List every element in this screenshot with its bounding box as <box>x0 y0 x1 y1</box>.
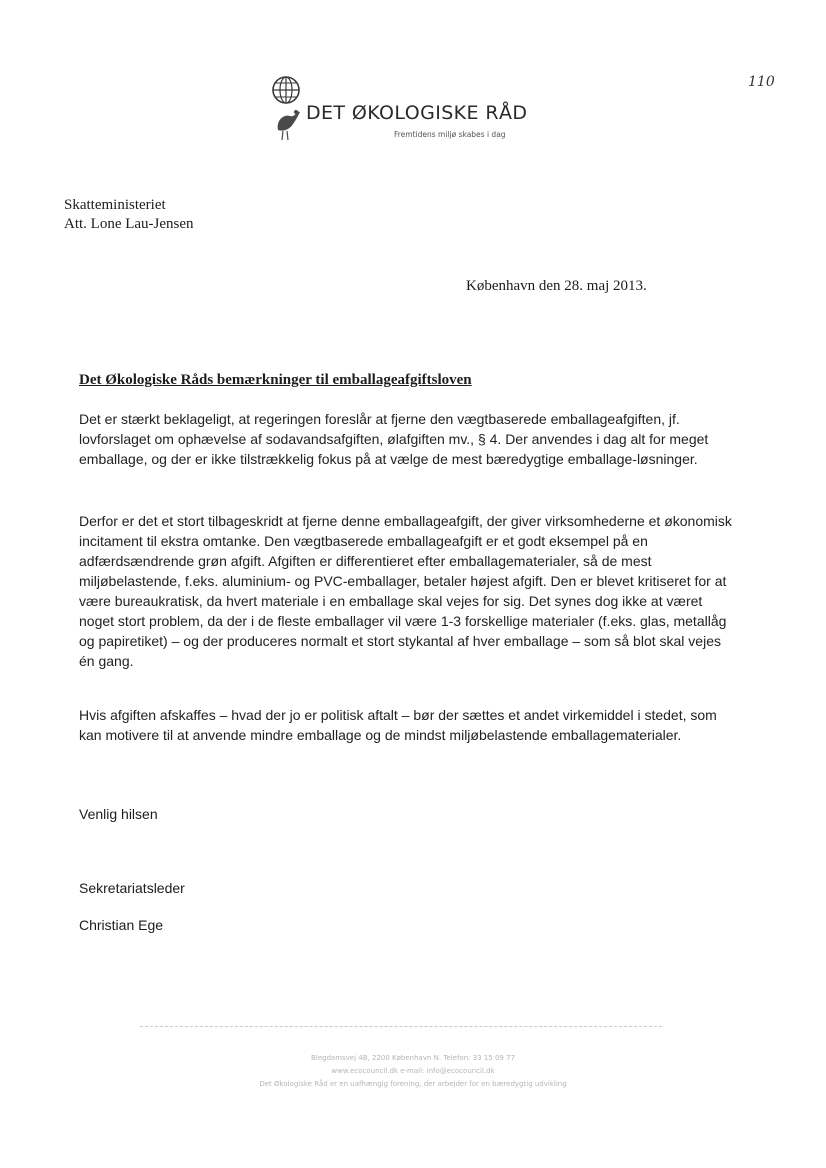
letterhead-logo <box>266 74 556 146</box>
body-paragraph: Det er stærkt beklageligt, at regeringen foreslår at fjerne den vægtbaserede emballageafgiften, jf. lovforslaget om ophævelse af sodavandsafgiften, ølafgiften mv., § 4. Der anvendes i dag alt for meget emballage, og der er ikke tilstrækkelig fokus på at vælge de mest bæredygtige emballage-løsninger. <box>79 411 709 467</box>
date-line: København den 28. maj 2013. <box>466 278 647 294</box>
closing-greeting: Venlig hilsen <box>79 806 158 822</box>
signatory-title: Sekretariatsleder <box>79 880 185 896</box>
globe-and-bird-logo-icon <box>266 74 306 146</box>
organization-tagline: Fremtidens miljø skabes i dag <box>394 130 506 139</box>
letter-subject: Det Økologiske Råds bemærkninger til emballageafgiftsloven <box>79 372 472 388</box>
footer-address: Blegdamsvej 4B, 2200 København N. Telefon: 33 15 09 77 <box>310 1054 516 1062</box>
body-paragraph: Hvis afgiften afskaffes – hvad der jo er politisk aftalt – bør der sættes et andet virkemiddel i stedet, som kan motivere til at anvende mindre emballage og de mindst miljøbelastende emballagematerialer. <box>79 707 717 743</box>
body-paragraph: Derfor er det et stort tilbageskridt at fjerne denne emballageafgift, der giver virksomhederne et økonomisk incitament til ekstra omtanke. Den vægtbaserede emballageafgift er et godt eksempel på en adfærdsændrende grøn afgift. Afgiften er differentieret efter emballagematerialer, så de mest miljøbelastende, f.eks. aluminium- og PVC-emballager, betaler højest afgift. Den er blevet kritiseret for at være bureaukratisk, da hvert materiale i en emballage skal vejes for sig. Det synes dog ikke at været noget stort problem, da der i de fleste emballager vil være 1-3 forskellige materialer (f.eks. glas, metallåg og papiretiket) – og der produceres normalt et stort stykantal af hver emballage – som så blot skal vejes én gang. <box>79 513 732 669</box>
footer-description: Det Økologiske Råd er en uafhængig forening, der arbejder for en bæredygtig udvikling <box>259 1080 567 1088</box>
recipient-line: Skatteministeriet <box>64 197 166 213</box>
recipient-block <box>64 196 194 234</box>
footer-divider <box>140 1026 662 1027</box>
signatory-name: Christian Ege <box>79 917 164 933</box>
footer-contact: www.ecocouncil.dk e-mail: info@ecocouncil.dk <box>331 1067 495 1075</box>
organization-name: DET ØKOLOGISKE RÅD <box>306 102 528 124</box>
recipient-line: Att. Lone Lau-Jensen <box>64 216 194 232</box>
page-number: 110 <box>748 74 775 90</box>
